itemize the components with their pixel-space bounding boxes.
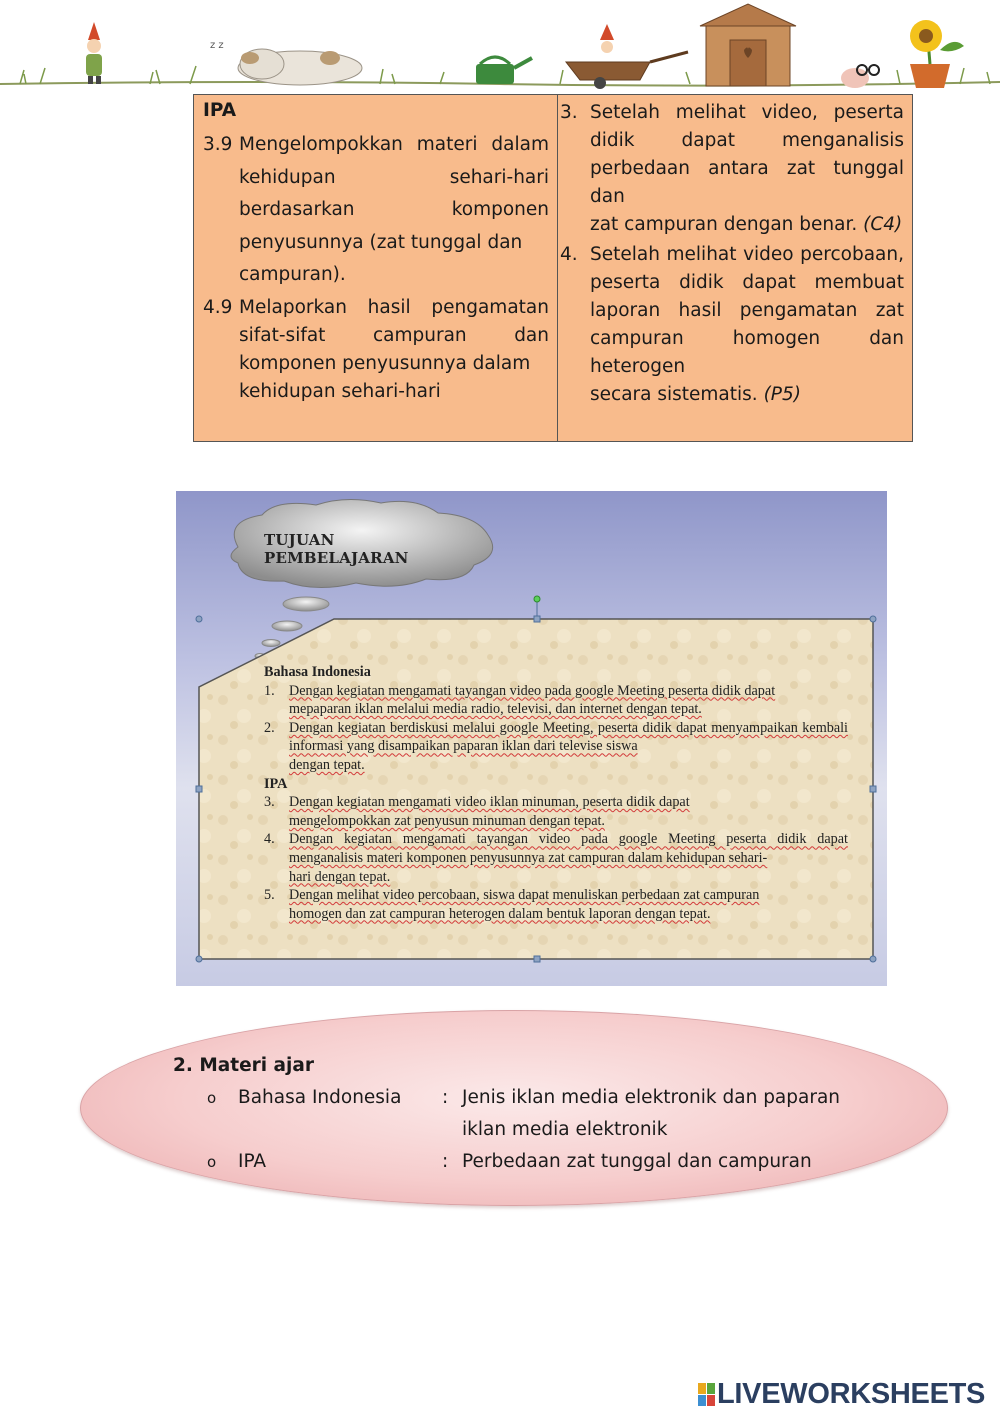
indicator-item — [560, 99, 904, 239]
objective-item: 2. Dengan kegiatan berdiskusi melalui google Meeting, peserta didik dapat menyampaikan kembali informasi yang disampaikan paparan iklan dari televise siswa dengan tepat. — [264, 719, 848, 773]
indicator-text: Setelah melihat video, peserta didik dapat menganalisis perbedaan antara zat tunggal dan zat campuran dengan benar. (C4) — [590, 102, 904, 235]
cognitive-code: (C4) — [863, 214, 903, 235]
objective-item: 3. Dengan kegiatan mengamati video iklan minuman, peserta didik dapat mengelompokkan zat penyusun minuman dengan tepat. — [264, 794, 690, 829]
indicator-item — [560, 241, 904, 409]
materials-description: Perbedaan zat tunggal dan campuran — [462, 1151, 812, 1172]
materials-row: o IPA : Perbedaan zat tunggal dan campuran — [173, 1146, 893, 1178]
wheelbarrow-icon — [566, 24, 688, 89]
kd-number: 3.9 — [203, 134, 233, 155]
liveworksheets-logo[interactable] — [698, 1378, 985, 1411]
garden-banner — [0, 0, 1000, 92]
kd-text: Melaporkan hasil pengamatan sifat-sifat campuran dan komponen penyusunnya dalam kehidupan sehari-hari — [239, 296, 549, 402]
kd-item — [203, 129, 549, 292]
materials-description: Jenis iklan media elektronik dan paparan iklan media elektronik — [462, 1087, 841, 1140]
kd-number: 4.9 — [203, 296, 233, 318]
objectives-body — [264, 663, 848, 923]
materials-subject: IPA — [238, 1151, 267, 1172]
materials-title: 2. Materi ajar — [173, 1055, 314, 1076]
subject-heading: IPA — [203, 100, 237, 121]
objectives-title: TUJUAN PEMBELAJARAN — [264, 531, 409, 567]
sunflower-pot-icon — [910, 20, 964, 88]
kd-item — [203, 294, 549, 406]
logo-text: LIVEWORKSHEETS — [717, 1378, 986, 1410]
materials-section — [173, 1052, 893, 1178]
materials-row: o Bahasa Indonesia : Jenis iklan media elektronik dan paparan iklan media elektronik — [173, 1082, 893, 1146]
sleeping-dog-icon — [210, 40, 362, 85]
indicator-number: 3. — [560, 102, 578, 123]
indicator-column — [558, 95, 912, 441]
gnome-left-icon — [86, 22, 102, 84]
logo-mark-icon — [698, 1383, 715, 1406]
competency-column — [194, 95, 558, 441]
bullet-icon: o — [207, 1089, 217, 1107]
watering-can-icon — [476, 57, 532, 84]
indicator-number: 4. — [560, 244, 578, 265]
indicator-text: Setelah melihat video percobaan, peserta didik dapat membuat laporan hasil pengamatan zat campuran homogen dan heterogen secara sistematis. (P5) — [590, 244, 904, 405]
kd-text: Mengelompokkan materi dalam kehidupan sehari-hari berdasarkan komponen penyusunnya (zat tunggal dan campuran). — [239, 134, 549, 285]
svg-text:z z: z z — [210, 40, 224, 51]
bullet-icon: o — [207, 1153, 217, 1171]
objectives-subject: Bahasa Indonesia — [264, 664, 371, 680]
psychomotor-code: (P5) — [763, 384, 801, 405]
objective-item: 4. Dengan kegiatan mengamati tayangan video pada google Meeting peserta didik dapat menganalisis materi komponen penyusunnya zat campuran dalam kehidupan sehari- hari dengan tepat. — [264, 831, 848, 885]
garden-shed-icon — [700, 4, 796, 86]
learning-objectives-panel — [176, 491, 887, 986]
competency-table — [193, 94, 913, 442]
objectives-subject: IPA — [264, 775, 288, 792]
materials-subject: Bahasa Indonesia — [238, 1087, 402, 1108]
objective-item: 5. Dengan melihat video percobaan, siswa dapat menuliskan perbedaan zat campuran homogen dan zat campuran heterogen dalam bentuk laporan dengan tepat. — [264, 887, 760, 922]
objective-item: 1. Dengan kegiatan mengamati tayangan video pada google Meeting peserta didik dapat mepaparan iklan melalui media radio, televisi, dan internet dengan tepat. — [264, 682, 776, 718]
